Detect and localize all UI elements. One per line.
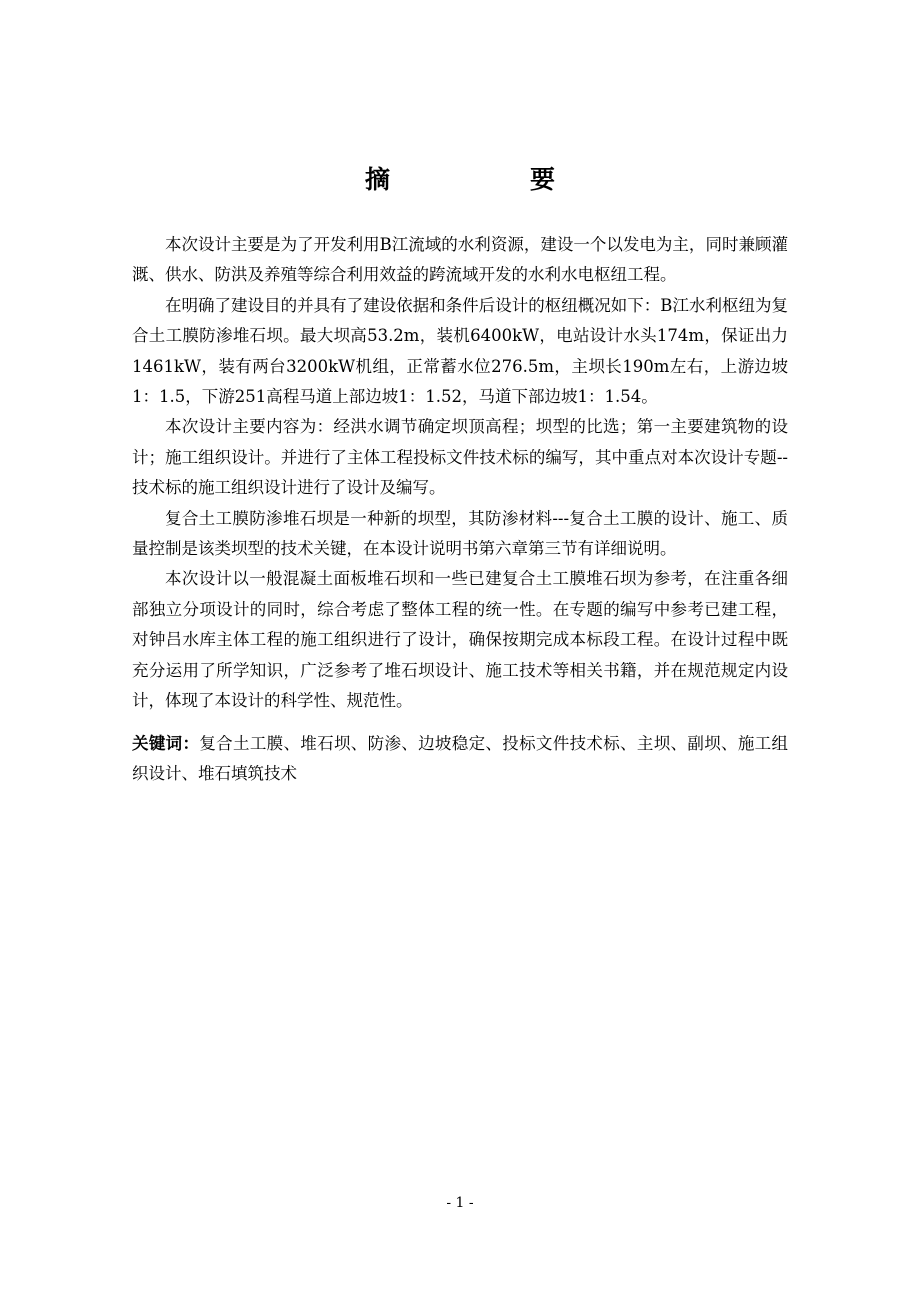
abstract-paragraph-3: 本次设计主要内容为：经洪水调节确定坝顶高程；坝型的比选；第一主要建筑物的设计；施工组织设计。并进行了主体工程投标文件技术标的编写，其中重点对本次设计专题--技术标的施工组织设计进行了设计及编写。 [132, 417, 788, 498]
abstract-body [132, 230, 788, 789]
abstract-paragraph-5: 本次设计以一般混凝土面板堆石坝和一些已建复合土工膜堆石坝为参考，在注重各细部独立分项设计的同时，综合考虑了整体工程的统一性。在专题的编写中参考已建工程，对钟吕水库主体工程的施工组织进行了设计，确保按期完成本标段工程。在设计过程中既充分运用了所学知识，广泛参考了堆石坝设计、施工技术等相关书籍，并在规范规定内设计，体现了本设计的科学性、规范性。 [132, 569, 788, 711]
keywords-label: 关键词： [132, 733, 200, 753]
abstract-paragraph-2: 在明确了建设目的并具有了建设依据和条件后设计的枢纽概况如下：B江水利枢纽为复合土工膜防渗堆石坝。最大坝高53.2m，装机6400kW，电站设计水头174m，保证出力1461kW，装有两台3200kW机组，正常蓄水位276.5m，主坝长190m左右，上游边坡1：1.5，下游251高程马道上部边坡1：1.52，马道下部边坡1：1.54。 [132, 295, 788, 407]
page-number: - 1 - [446, 1195, 474, 1211]
keywords-text: 复合土工膜、堆石坝、防渗、边坡稳定、投标文件技术标、主坝、副坝、施工组织设计、堆石填筑技术 [132, 733, 789, 783]
abstract-title: 摘 要 [364, 165, 585, 194]
keywords-line [132, 729, 788, 790]
abstract-paragraph-1: 本次设计主要是为了开发利用B江流域的水利资源，建设一个以发电为主，同时兼顾灌溉、供水、防洪及养殖等综合利用效益的跨流域开发的水利水电枢纽工程。 [132, 235, 788, 285]
abstract-paragraph-4: 复合土工膜防渗堆石坝是一种新的坝型，其防渗材料---复合土工膜的设计、施工、质量控制是该类坝型的技术关键，在本设计说明书第六章第三节有详细说明。 [132, 508, 788, 559]
